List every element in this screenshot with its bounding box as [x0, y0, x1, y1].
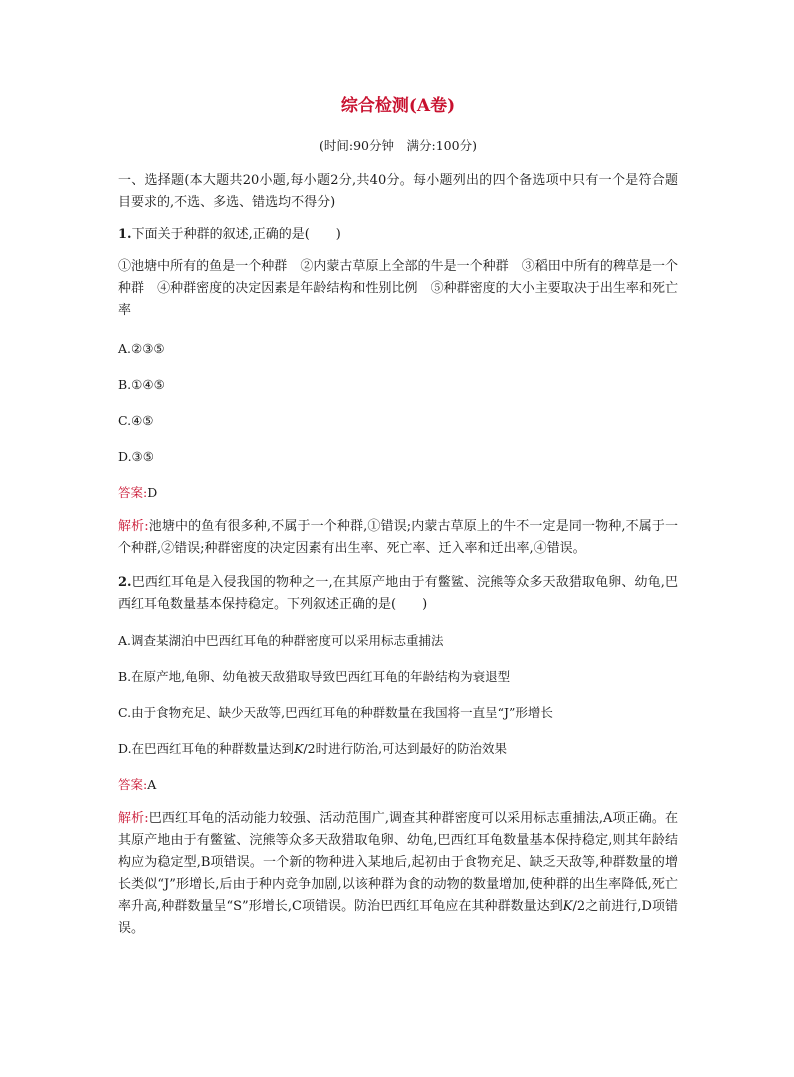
question-2-option-b: B.在原产地,龟卵、幼龟被天敌猎取导致巴西红耳龟的年龄结构为衰退型	[118, 669, 511, 684]
analysis-text-part1: 巴西红耳龟的活动能力较强、活动范围广,调查其种群密度可以采用标志重捕法,A项正确。在其原产地由于有鳖鲨、浣熊等众多天敌猎取龟卵、幼龟,巴西红耳龟数量基本保持稳定,则其年龄结构应为稳定型,B项错误。一个新的物种进入某地后,起初由于食物充足、缺乏天敌等,种群数量的增长类似“J”形增长,后由于种内竞争加剧,以该种群为食的动物的数量增加,使种群的出生率降低,死亡率升高,种群数量呈“S”形增长,C项错误。防治巴西红耳龟应在其种群数量达到	[118, 811, 679, 914]
question-2-text: 巴西红耳龟是入侵我国的物种之一,在其原产地由于有鳖鲨、浣熊等众多天敌猎取龟卵、幼龟,巴西红耳龟数量基本保持稳定。下列叙述正确的是( )	[118, 575, 678, 612]
question-1-option-b: B.①④⑤	[118, 377, 165, 392]
question-2-option-d	[118, 738, 678, 760]
option-d-prefix: D.在巴西红耳龟的种群数量达到	[118, 741, 295, 756]
page-title: 综合检测(A卷)	[340, 96, 456, 116]
analysis-text: 池塘中的鱼有很多种,不属于一个种群,①错误;内蒙古草原上的牛不一定是同一物种,不属于一个种群,②错误;种群密度的决定因素有出生率、死亡率、迁入率和迁出率,④错误。	[118, 519, 678, 556]
analysis-text-part2: /2之前进行,D项错误。	[118, 899, 678, 936]
question-1-answer	[118, 482, 678, 504]
question-1-option-d: D.③⑤	[118, 449, 154, 464]
section-heading: 一、选择题(本大题共20小题,每小题2分,共40分。每小题列出的四个备选项中只有一个是符合题目要求的,不选、多选、错选均不得分)	[118, 173, 678, 210]
question-2-option-c: C.由于食物充足、缺少天敌等,巴西红耳龟的种群数量在我国将一直呈“J”形增长	[118, 705, 553, 720]
question-1-option-a: A.②③⑤	[118, 341, 165, 356]
answer-value: D	[147, 485, 158, 500]
question-2-number: 2.	[118, 575, 132, 590]
question-2-analysis	[118, 808, 678, 940]
question-1-text: 下面关于种群的叙述,正确的是( )	[131, 227, 341, 242]
document-content	[118, 94, 678, 950]
question-2-stem	[118, 572, 678, 616]
question-2-option-a: A.调查某湖泊中巴西红耳龟的种群密度可以采用标志重捕法	[118, 633, 444, 648]
analysis-label: 解析:	[118, 811, 149, 826]
question-1-statements: ①池塘中所有的鱼是一个种群 ②内蒙古草原上全部的牛是一个种群 ③稻田中所有的稗草是一个种群 ④种群密度的决定因素是年龄结构和性别比例 ⑤种群密度的大小主要取决于出生率和死亡率	[118, 259, 678, 318]
answer-label: 答案:	[118, 777, 148, 792]
analysis-label: 解析:	[118, 519, 149, 534]
question-1-analysis	[118, 516, 678, 560]
question-1-number: 1.	[118, 227, 132, 242]
question-2-answer	[118, 774, 678, 796]
question-1-option-c: C.④⑤	[118, 413, 154, 428]
option-d-k: K	[294, 741, 304, 756]
question-1-stem	[118, 224, 678, 246]
exam-info: (时间:90分钟 满分:100分)	[319, 138, 477, 153]
option-d-suffix: /2时进行防治,可达到最好的防治效果	[303, 741, 508, 756]
answer-value: A	[147, 777, 157, 792]
analysis-k: K	[562, 899, 573, 914]
answer-label: 答案:	[118, 485, 148, 500]
